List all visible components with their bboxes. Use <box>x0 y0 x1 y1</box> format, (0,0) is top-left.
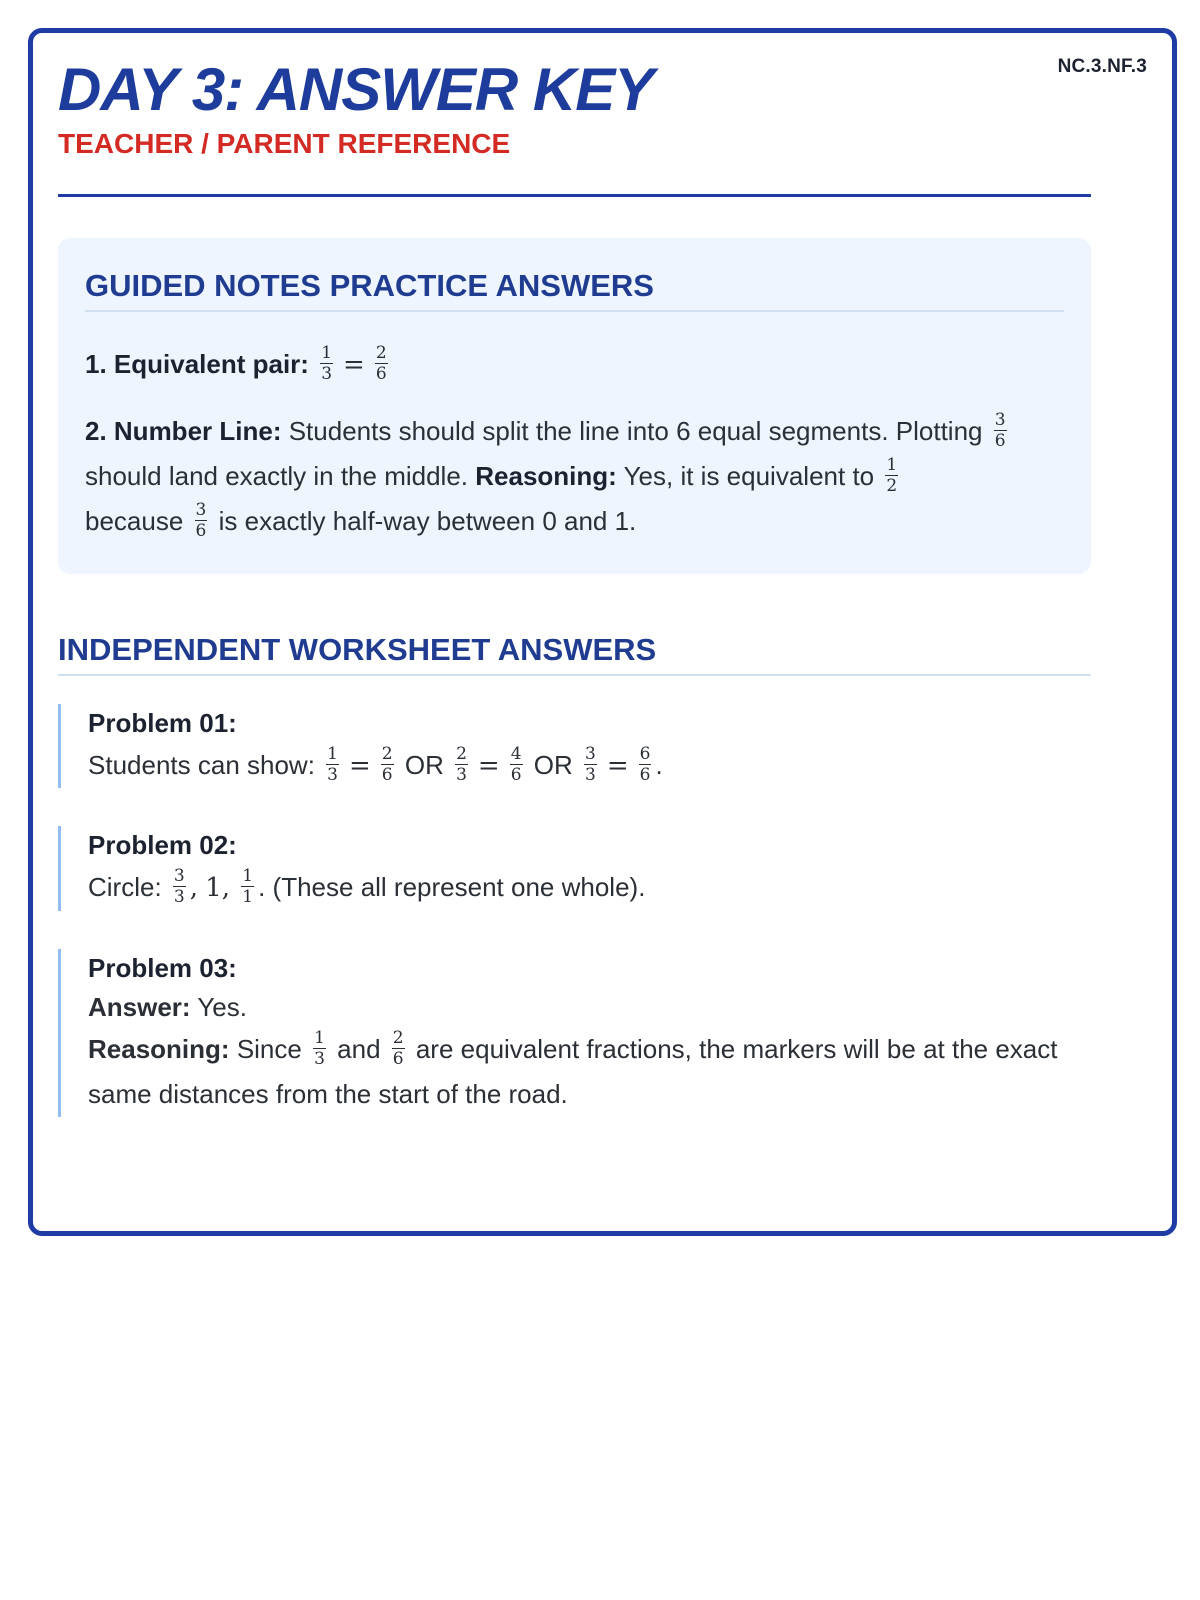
reasoning-label: Reasoning: <box>475 461 617 492</box>
page-title: DAY 3: ANSWER KEY <box>58 56 654 123</box>
fraction: $\frac{2}{6}$ <box>381 743 393 785</box>
guided-item-2 <box>85 409 1064 543</box>
fraction: $\frac{4}{6}$ <box>510 743 522 785</box>
fraction: $\frac{1}{3}$ <box>327 743 338 785</box>
reasoning-text: and <box>337 1034 381 1065</box>
problem-01-lead: Students can show: <box>88 749 315 780</box>
whole-number: 1 <box>205 873 222 904</box>
problem-03-title: Problem 03: <box>88 953 237 984</box>
equals-sign: = <box>477 750 500 781</box>
standard-code: NC.3.NF.3 <box>1057 56 1147 77</box>
or-word: OR <box>533 749 573 780</box>
problem-03-reasoning <box>88 1027 1091 1116</box>
fraction: $\frac{3}{3}$ <box>585 743 596 785</box>
problem-02-title: Problem 02: <box>88 830 237 861</box>
answer-label: Answer: <box>88 992 191 1023</box>
fraction: $\frac{2}{6}$ <box>392 1028 404 1070</box>
guided-item-2-text: is exactly half-way between 0 and 1. <box>218 505 637 536</box>
fraction: $\frac{3}{3}$ <box>173 866 185 908</box>
problem-03 <box>58 949 1091 1116</box>
page-subtitle: TEACHER / PARENT REFERENCE <box>58 128 511 159</box>
fraction: $\frac{3}{6}$ <box>195 499 207 541</box>
guided-notes-heading: GUIDED NOTES PRACTICE ANSWERS <box>85 268 1064 312</box>
or-word: OR <box>404 749 444 780</box>
equals-sign: = <box>343 349 365 380</box>
period: . <box>655 749 663 780</box>
independent-heading: INDEPENDENT WORKSHEET ANSWERS <box>58 632 1091 676</box>
fraction: $\frac{3}{6}$ <box>994 410 1006 452</box>
guided-item-2-text: Yes, it is equivalent to <box>623 461 875 492</box>
problem-03-answer <box>88 988 1091 1027</box>
answer-value: Yes. <box>197 992 247 1023</box>
guided-item-2-text: Students should split the line into 6 equal segments. Plotting <box>288 416 983 447</box>
problem-02-lead: Circle: <box>88 872 162 903</box>
fraction: $\frac{1}{1}$ <box>242 866 254 908</box>
guided-item-1 <box>85 342 1064 388</box>
fraction: $\frac{2}{6}$ <box>375 342 387 384</box>
independent-worksheet-section <box>58 632 1091 1117</box>
fraction: $\frac{1}{3}$ <box>321 342 333 384</box>
reasoning-text: Since <box>236 1034 302 1065</box>
problem-01-title: Problem 01: <box>88 707 237 738</box>
reasoning-label: Reasoning: <box>88 1034 230 1065</box>
fraction: $\frac{1}{3}$ <box>314 1028 325 1070</box>
problem-02-answer <box>88 865 1091 911</box>
problem-02-tail: . (These all represent one whole). <box>258 872 646 903</box>
header-divider <box>58 194 1091 197</box>
problem-02 <box>58 826 1091 911</box>
fraction: $\frac{6}{6}$ <box>639 743 651 785</box>
equals-sign: = <box>348 750 371 781</box>
comma: , <box>189 873 198 904</box>
guided-item-1-label: 1. Equivalent pair: <box>85 348 309 379</box>
fraction: $\frac{2}{3}$ <box>456 743 467 785</box>
problem-01-answer <box>88 743 1091 789</box>
guided-notes-section <box>58 238 1091 574</box>
problem-01 <box>58 704 1091 789</box>
guided-item-2-text: should land exactly in the middle. <box>85 461 469 492</box>
comma: , <box>221 873 231 904</box>
guided-item-2-label: 2. Number Line: <box>85 416 282 447</box>
reasoning-text: are equivalent fractions, the markers will be at the exact same distances from the start of the road. <box>88 1034 1058 1109</box>
fraction: $\frac{1}{2}$ <box>886 455 898 497</box>
equals-sign: = <box>606 750 629 781</box>
guided-item-2-text: because <box>85 505 184 536</box>
